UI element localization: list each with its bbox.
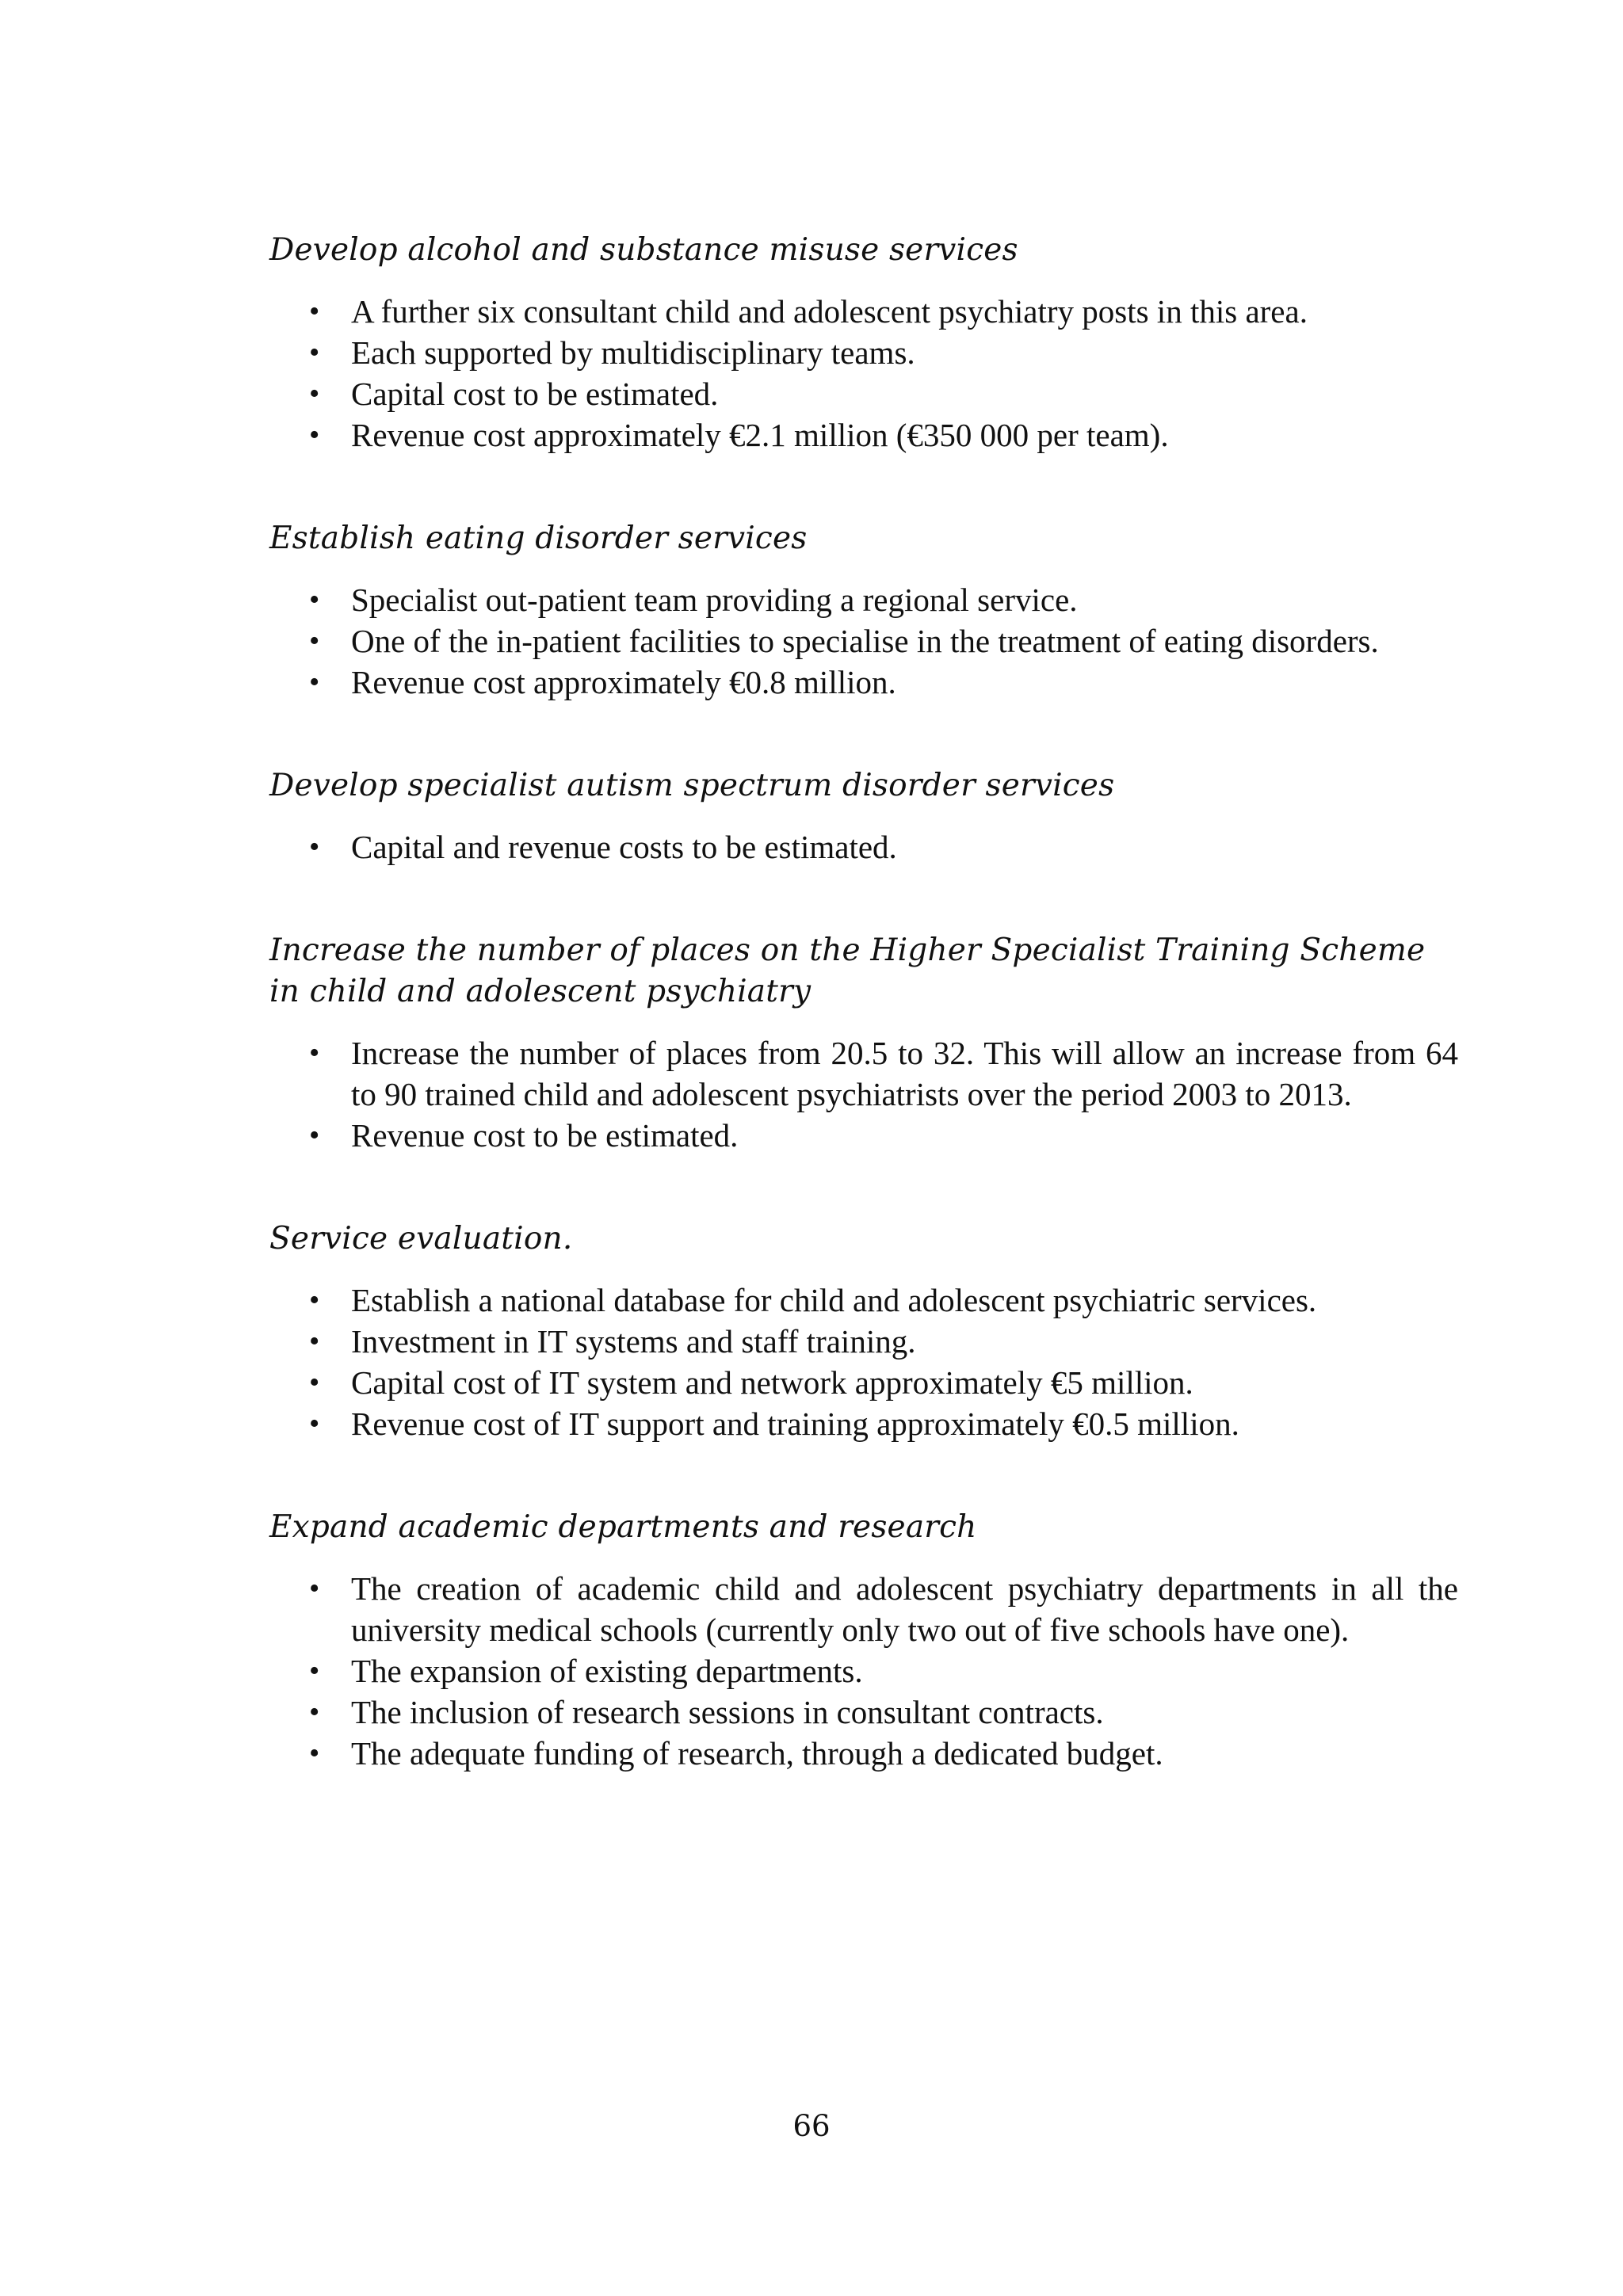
list-item bbox=[269, 662, 1458, 703]
bullet-icon: • bbox=[309, 1654, 320, 1688]
bullet-icon: • bbox=[309, 418, 320, 452]
list-item-text: Investment in IT systems and staff training. bbox=[351, 1323, 916, 1360]
list-item bbox=[269, 1691, 1458, 1733]
bullet-list bbox=[269, 1280, 1458, 1444]
bullet-icon: • bbox=[309, 1119, 320, 1152]
list-item-text: Capital cost to be estimated. bbox=[351, 376, 719, 412]
bullet-icon: • bbox=[309, 624, 320, 658]
bullet-icon: • bbox=[309, 583, 320, 616]
list-item bbox=[269, 332, 1458, 373]
section-eating-disorder bbox=[269, 518, 1458, 703]
list-item-text: One of the in-patient facilities to specialise in the treatment of eating disorders. bbox=[351, 623, 1379, 659]
section-heading: Establish eating disorder services bbox=[269, 521, 808, 556]
section-alcohol-substance-misuse bbox=[269, 230, 1458, 456]
list-item-text: The expansion of existing departments. bbox=[351, 1653, 863, 1689]
section-service-evaluation bbox=[269, 1219, 1458, 1444]
list-item-text: Revenue cost approximately €0.8 million. bbox=[351, 664, 896, 700]
bullet-list bbox=[269, 291, 1458, 456]
list-item-text: Revenue cost to be estimated. bbox=[351, 1117, 739, 1154]
bullet-icon: • bbox=[309, 1407, 320, 1440]
bullet-list bbox=[269, 1568, 1458, 1774]
list-item bbox=[269, 1733, 1458, 1774]
list-item bbox=[269, 414, 1458, 456]
bullet-list bbox=[269, 579, 1458, 703]
section-academic-research bbox=[269, 1507, 1458, 1774]
list-item-text: Revenue cost approximately €2.1 million (€350 000 per team). bbox=[351, 417, 1169, 453]
list-item-text: Specialist out-patient team providing a regional service. bbox=[351, 582, 1078, 618]
bullet-icon: • bbox=[309, 1695, 320, 1729]
list-item bbox=[269, 1362, 1458, 1403]
list-item-text: Revenue cost of IT support and training approximately €0.5 million. bbox=[351, 1405, 1239, 1442]
bullet-icon: • bbox=[309, 1737, 320, 1770]
list-item-text: Each supported by multidisciplinary teams. bbox=[351, 334, 915, 371]
list-item-text: The inclusion of research sessions in consultant contracts. bbox=[351, 1694, 1104, 1730]
section-heading: Service evaluation. bbox=[269, 1221, 573, 1257]
bullet-icon: • bbox=[309, 295, 320, 328]
list-item bbox=[269, 373, 1458, 414]
section-autism-spectrum bbox=[269, 765, 1458, 868]
section-heading: Increase the number of places on the Higher Specialist Training Scheme in child and adolescent psychiatry bbox=[269, 933, 1426, 1009]
bullet-icon: • bbox=[309, 1572, 320, 1605]
bullet-icon: • bbox=[309, 1283, 320, 1317]
list-item-text: Capital cost of IT system and network approximately €5 million. bbox=[351, 1364, 1193, 1401]
list-item-text: Establish a national database for child and adolescent psychiatric services. bbox=[351, 1282, 1317, 1318]
list-item-text: Increase the number of places from 20.5 to 32. This will allow an increase from 64 to 90 trained child and adolescent psychiatrists over the period 2003 to 2013. bbox=[351, 1035, 1458, 1112]
bullet-icon: • bbox=[309, 830, 320, 864]
bullet-list bbox=[269, 1032, 1458, 1156]
list-item-text: The adequate funding of research, through a dedicated budget. bbox=[351, 1735, 1163, 1772]
list-item bbox=[269, 1321, 1458, 1362]
section-heading: Develop specialist autism spectrum disorder services bbox=[269, 768, 1115, 803]
list-item bbox=[269, 291, 1458, 332]
list-item bbox=[269, 1280, 1458, 1321]
bullet-icon: • bbox=[309, 1366, 320, 1399]
list-item bbox=[269, 1568, 1458, 1650]
page-number: 66 bbox=[792, 2109, 831, 2143]
list-item bbox=[269, 620, 1458, 662]
document-body bbox=[269, 230, 1458, 1836]
list-item bbox=[269, 1650, 1458, 1691]
bullet-list bbox=[269, 826, 1458, 868]
section-training-scheme bbox=[269, 930, 1458, 1156]
section-heading: Expand academic departments and research bbox=[269, 1509, 977, 1545]
list-item-text: The creation of academic child and adolescent psychiatry departments in all the university medical schools (currently only two out of five schools have one). bbox=[351, 1570, 1458, 1648]
bullet-icon: • bbox=[309, 336, 320, 369]
list-item bbox=[269, 579, 1458, 620]
bullet-icon: • bbox=[309, 377, 320, 410]
list-item bbox=[269, 1032, 1458, 1115]
list-item-text: Capital and revenue costs to be estimated. bbox=[351, 829, 897, 865]
bullet-icon: • bbox=[309, 1325, 320, 1358]
bullet-icon: • bbox=[309, 1036, 320, 1070]
section-heading: Develop alcohol and substance misuse services bbox=[269, 232, 1018, 268]
list-item bbox=[269, 1403, 1458, 1444]
list-item bbox=[269, 1115, 1458, 1156]
list-item-text: A further six consultant child and adolescent psychiatry posts in this area. bbox=[351, 293, 1308, 330]
bullet-icon: • bbox=[309, 666, 320, 699]
list-item bbox=[269, 826, 1458, 868]
